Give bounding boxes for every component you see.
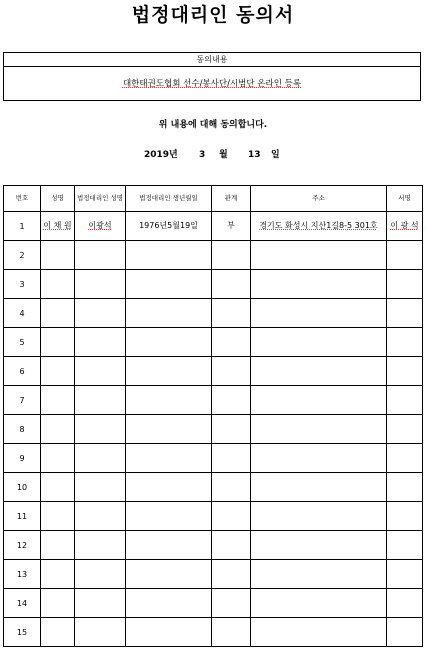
row-signature: [387, 473, 423, 502]
row-address: [251, 270, 387, 299]
row-number-text: 5: [19, 337, 25, 347]
table-row: [4, 473, 423, 502]
row-name: [41, 531, 75, 560]
table-header-row: [4, 186, 423, 212]
row-signature: [387, 328, 423, 357]
agreement-statement: 위 내용에 대해 동의합니다.: [158, 120, 268, 130]
row-signature: [387, 357, 423, 386]
header-number: 번호: [4, 186, 41, 212]
row-number: [4, 241, 41, 270]
row-name: [41, 502, 75, 531]
row-relation-text: 부: [227, 221, 235, 230]
table-row: [4, 328, 423, 357]
row-number: [4, 270, 41, 299]
row-name: [41, 357, 75, 386]
row-number-text: 8: [19, 424, 25, 434]
row-guardian-birthdate: [126, 299, 212, 328]
row-guardian-birthdate: [126, 444, 212, 473]
row-number: [4, 618, 41, 647]
row-relation: [212, 618, 251, 647]
row-signature: [387, 531, 423, 560]
row-relation: [212, 299, 251, 328]
table-row: [4, 357, 423, 386]
row-guardian-name: [75, 531, 126, 560]
row-relation: [212, 589, 251, 618]
header-address: 주소: [251, 186, 387, 212]
row-relation: [212, 328, 251, 357]
table-row: [4, 386, 423, 415]
row-guardian-name: [75, 212, 126, 241]
row-number-text: 15: [16, 627, 28, 637]
row-guardian-birthdate: [126, 589, 212, 618]
row-number-text: 11: [16, 511, 28, 521]
header-signature: 서명: [387, 186, 423, 212]
table-row: [4, 270, 423, 299]
row-guardian-name: [75, 357, 126, 386]
row-name-text: 이 채 원: [43, 221, 72, 230]
row-name: [41, 241, 75, 270]
row-guardian-birthdate: [126, 328, 212, 357]
row-number: [4, 589, 41, 618]
row-address: [251, 241, 387, 270]
row-guardian-birthdate: [126, 241, 212, 270]
row-relation: [212, 357, 251, 386]
row-number: [4, 357, 41, 386]
table-body: [4, 212, 423, 647]
date-day-unit: 일: [271, 150, 280, 160]
row-guardian-name: [75, 560, 126, 589]
row-guardian-birthdate: [126, 473, 212, 502]
row-guardian-birthdate: [126, 502, 212, 531]
row-guardian-birthdate: [126, 357, 212, 386]
row-name: [41, 270, 75, 299]
row-guardian-name: [75, 473, 126, 502]
header-guardian-birthdate: 법정대리인 생년월일: [126, 186, 212, 212]
row-signature: [387, 444, 423, 473]
row-guardian-birthdate: [126, 212, 212, 241]
table-row: [4, 618, 423, 647]
row-relation: [212, 241, 251, 270]
row-name: [41, 444, 75, 473]
row-guardian-name: [75, 299, 126, 328]
row-address: [251, 473, 387, 502]
row-guardian-name: [75, 241, 126, 270]
row-address: [251, 444, 387, 473]
row-signature-text: 이 광 석: [390, 221, 419, 230]
row-address: [251, 502, 387, 531]
row-name: [41, 328, 75, 357]
row-guardian-name: [75, 502, 126, 531]
row-relation: [212, 502, 251, 531]
row-signature: [387, 560, 423, 589]
row-signature: [387, 212, 423, 241]
row-guardian-birthdate: [126, 270, 212, 299]
row-name: [41, 589, 75, 618]
table-row: [4, 531, 423, 560]
row-guardian-name: [75, 444, 126, 473]
row-signature: [387, 618, 423, 647]
consent-body: [4, 67, 420, 101]
row-number-text: 14: [16, 598, 28, 608]
header-name: 성명: [41, 186, 75, 212]
date-day: 13: [248, 150, 261, 160]
row-address-text: 경기도 화성시 지산1길8-5 301호: [259, 221, 378, 230]
row-number: [4, 560, 41, 589]
consent-box: [3, 52, 421, 101]
row-guardian-name: [75, 270, 126, 299]
row-guardian-name: [75, 415, 126, 444]
row-guardian-birthdate: [126, 415, 212, 444]
row-name: [41, 212, 75, 241]
row-number: [4, 386, 41, 415]
row-number-text: 7: [19, 395, 25, 405]
row-guardian-birthdate: [126, 618, 212, 647]
row-number: [4, 444, 41, 473]
row-number: [4, 212, 41, 241]
consent-body-text: 대한태권도협회 선수/봉사단/시범단 온라인 등록: [122, 79, 302, 89]
date-month-unit: 월: [219, 150, 228, 160]
table-row: [4, 560, 423, 589]
row-signature: [387, 270, 423, 299]
row-address: [251, 618, 387, 647]
row-name: [41, 415, 75, 444]
table-row: [4, 212, 423, 241]
row-number-text: 12: [16, 540, 28, 550]
row-address: [251, 415, 387, 444]
row-relation: [212, 560, 251, 589]
row-number: [4, 531, 41, 560]
row-name: [41, 299, 75, 328]
row-address: [251, 357, 387, 386]
table-row: [4, 502, 423, 531]
row-guardian-name-text: 이광석: [88, 221, 112, 230]
row-guardian-birthdate: [126, 560, 212, 589]
row-number-text: 10: [16, 482, 28, 492]
table-row: [4, 415, 423, 444]
row-number-text: 1: [19, 221, 25, 231]
row-name: [41, 560, 75, 589]
row-guardian-birthdate: [126, 531, 212, 560]
row-relation: [212, 415, 251, 444]
row-number-text: 2: [19, 250, 25, 260]
table-row: [4, 299, 423, 328]
document-title: 법정대리인 동의서: [131, 4, 295, 26]
row-guardian-name: [75, 386, 126, 415]
row-address: [251, 386, 387, 415]
row-address: [251, 212, 387, 241]
row-name: [41, 618, 75, 647]
guardian-consent-table: [3, 185, 423, 647]
row-address: [251, 531, 387, 560]
row-relation: [212, 270, 251, 299]
row-signature: [387, 502, 423, 531]
row-guardian-name: [75, 589, 126, 618]
header-relation: 관계: [212, 186, 251, 212]
consent-header: 동의내용: [4, 53, 420, 67]
row-relation: [212, 386, 251, 415]
row-relation: [212, 444, 251, 473]
header-guardian-name: 법정대리인 성명: [75, 186, 126, 212]
row-signature: [387, 415, 423, 444]
row-address: [251, 328, 387, 357]
row-signature: [387, 589, 423, 618]
row-number: [4, 473, 41, 502]
row-guardian-birthdate: [126, 386, 212, 415]
row-number: [4, 502, 41, 531]
row-number-text: 3: [19, 279, 25, 289]
row-relation: [212, 473, 251, 502]
row-address: [251, 560, 387, 589]
row-signature: [387, 241, 423, 270]
row-guardian-name: [75, 618, 126, 647]
row-number: [4, 415, 41, 444]
row-number: [4, 299, 41, 328]
date-year: 2019년: [144, 150, 178, 160]
row-number-text: 9: [19, 453, 25, 463]
row-address: [251, 589, 387, 618]
row-number-text: 4: [19, 308, 25, 318]
row-guardian-birthdate-text: 1976년5월19일: [139, 221, 198, 230]
row-name: [41, 386, 75, 415]
row-signature: [387, 386, 423, 415]
table-row: [4, 589, 423, 618]
table-row: [4, 444, 423, 473]
row-name: [41, 473, 75, 502]
row-number-text: 13: [16, 569, 28, 579]
row-signature: [387, 299, 423, 328]
row-number: [4, 328, 41, 357]
table-row: [4, 241, 423, 270]
row-relation: [212, 531, 251, 560]
row-number-text: 6: [19, 366, 25, 376]
date-month: 3: [199, 150, 206, 160]
row-guardian-name: [75, 328, 126, 357]
row-relation: [212, 212, 251, 241]
row-address: [251, 299, 387, 328]
